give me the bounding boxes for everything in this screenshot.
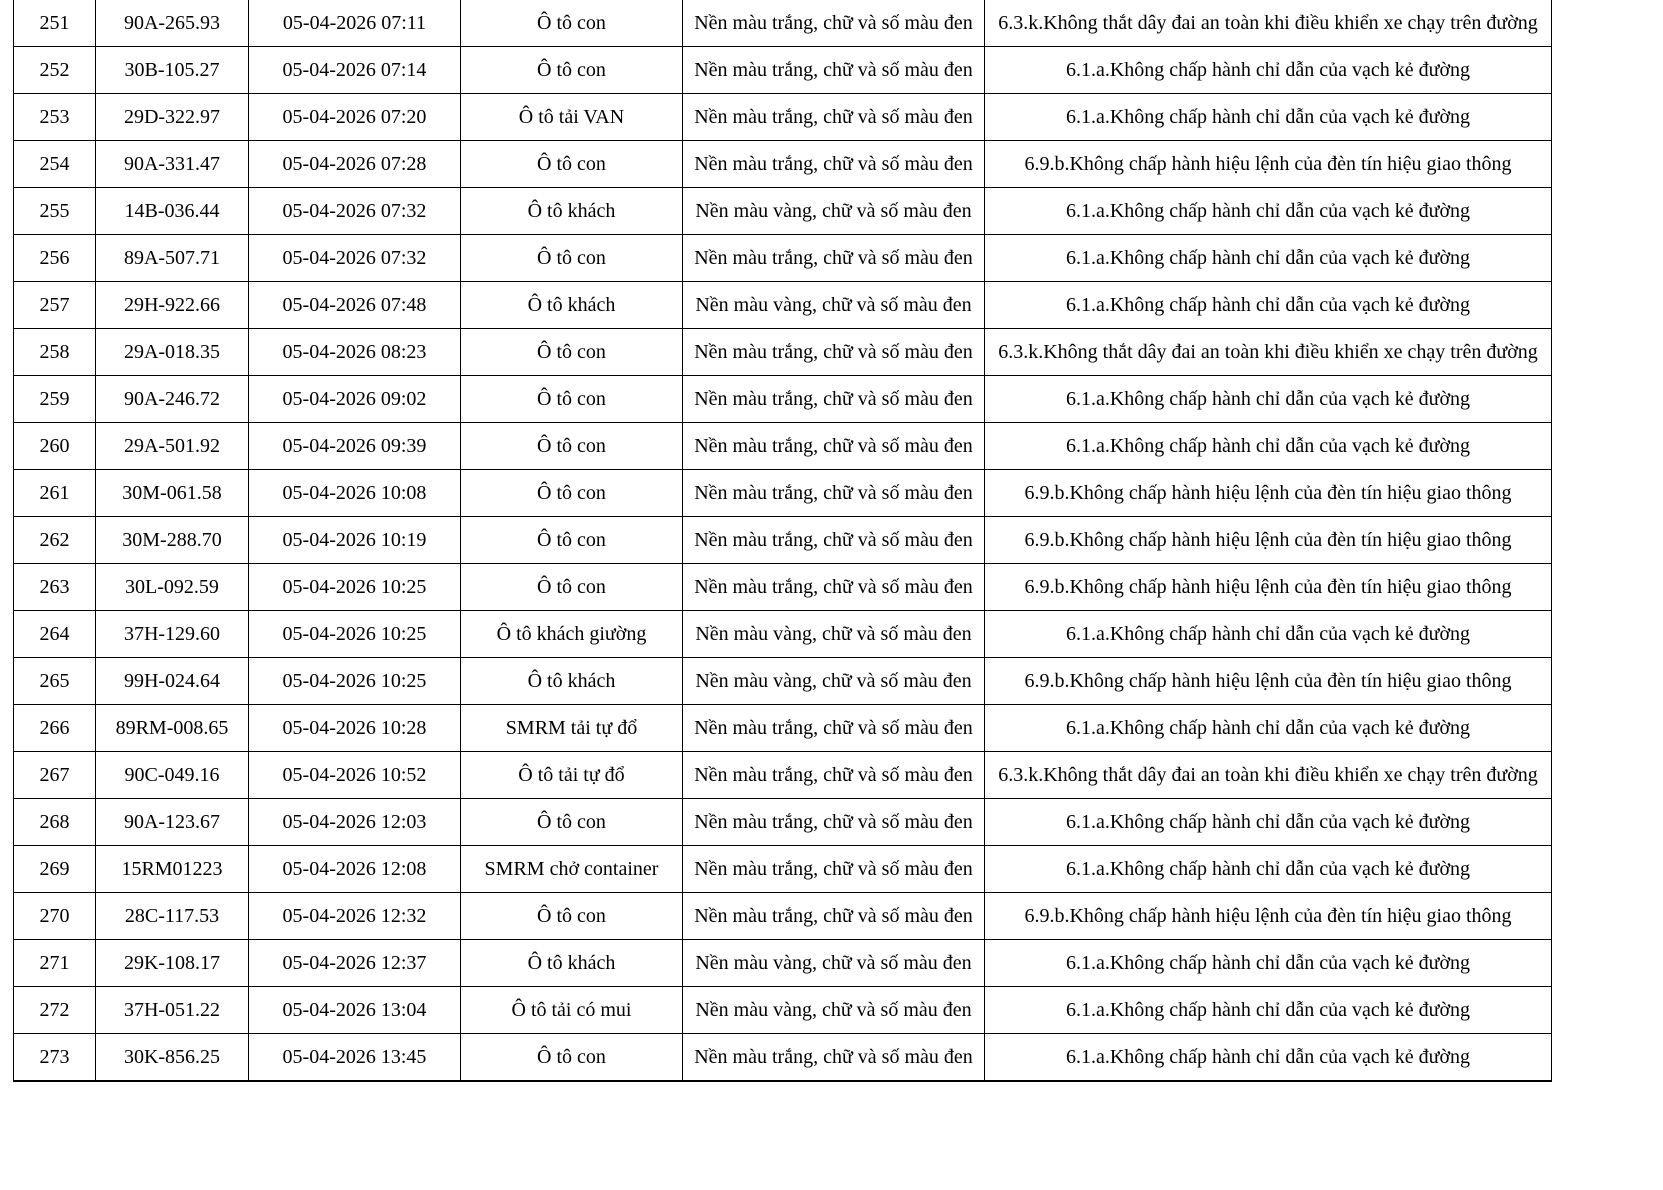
- license-plate-cell: 30L-092.59: [96, 564, 249, 611]
- vehicle-type-cell: Ô tô con: [461, 235, 683, 282]
- vehicle-type-cell: Ô tô tải có mui: [461, 987, 683, 1034]
- vehicle-type-cell: Ô tô con: [461, 893, 683, 940]
- violation-description-cell: 6.1.a.Không chấp hành chỉ dẫn của vạch kẻ đường: [985, 188, 1552, 235]
- row-number-cell: 263: [14, 564, 96, 611]
- vehicle-type-cell: Ô tô con: [461, 423, 683, 470]
- table-row: [14, 94, 1552, 141]
- violation-time-cell: 05-04-2026 07:11: [249, 0, 461, 47]
- vehicle-type-cell: Ô tô con: [461, 564, 683, 611]
- table-row: [14, 329, 1552, 376]
- violation-description-cell: 6.1.a.Không chấp hành chỉ dẫn của vạch kẻ đường: [985, 94, 1552, 141]
- violation-time-cell: 05-04-2026 10:08: [249, 470, 461, 517]
- violation-description-cell: 6.9.b.Không chấp hành hiệu lệnh của đèn tín hiệu giao thông: [985, 141, 1552, 188]
- vehicle-type-cell: Ô tô con: [461, 799, 683, 846]
- row-number-cell: 255: [14, 188, 96, 235]
- violation-description-cell: 6.1.a.Không chấp hành chỉ dẫn của vạch kẻ đường: [985, 282, 1552, 329]
- violation-description-cell: 6.1.a.Không chấp hành chỉ dẫn của vạch kẻ đường: [985, 611, 1552, 658]
- violation-description-cell: 6.1.a.Không chấp hành chỉ dẫn của vạch kẻ đường: [985, 987, 1552, 1034]
- plate-color-cell: Nền màu trắng, chữ và số màu đen: [683, 564, 985, 611]
- license-plate-cell: 29D-322.97: [96, 94, 249, 141]
- violation-description-cell: 6.3.k.Không thắt dây đai an toàn khi điều khiển xe chạy trên đường: [985, 329, 1552, 376]
- violation-time-cell: 05-04-2026 10:28: [249, 705, 461, 752]
- table-row: [14, 141, 1552, 188]
- table-row: [14, 987, 1552, 1034]
- license-plate-cell: 89A-507.71: [96, 235, 249, 282]
- table-row: [14, 376, 1552, 423]
- row-number-cell: 272: [14, 987, 96, 1034]
- table-row: [14, 1034, 1552, 1082]
- vehicle-type-cell: Ô tô con: [461, 329, 683, 376]
- table-row: [14, 47, 1552, 94]
- vehicle-type-cell: Ô tô khách: [461, 188, 683, 235]
- violation-description-cell: 6.1.a.Không chấp hành chỉ dẫn của vạch kẻ đường: [985, 799, 1552, 846]
- license-plate-cell: 90A-246.72: [96, 376, 249, 423]
- table-row: [14, 752, 1552, 799]
- table-row: [14, 423, 1552, 470]
- table-row: [14, 0, 1552, 47]
- violation-time-cell: 05-04-2026 09:02: [249, 376, 461, 423]
- row-number-cell: 271: [14, 940, 96, 987]
- row-number-cell: 270: [14, 893, 96, 940]
- table-row: [14, 658, 1552, 705]
- row-number-cell: 258: [14, 329, 96, 376]
- violation-time-cell: 05-04-2026 07:48: [249, 282, 461, 329]
- violation-time-cell: 05-04-2026 13:45: [249, 1034, 461, 1082]
- table-row: [14, 517, 1552, 564]
- violation-description-cell: 6.3.k.Không thắt dây đai an toàn khi điều khiển xe chạy trên đường: [985, 752, 1552, 799]
- license-plate-cell: 90A-331.47: [96, 141, 249, 188]
- violation-description-cell: 6.1.a.Không chấp hành chỉ dẫn của vạch kẻ đường: [985, 846, 1552, 893]
- vehicle-type-cell: Ô tô con: [461, 141, 683, 188]
- violation-time-cell: 05-04-2026 10:52: [249, 752, 461, 799]
- license-plate-cell: 37H-129.60: [96, 611, 249, 658]
- plate-color-cell: Nền màu trắng, chữ và số màu đen: [683, 0, 985, 47]
- plate-color-cell: Nền màu trắng, chữ và số màu đen: [683, 752, 985, 799]
- violation-time-cell: 05-04-2026 09:39: [249, 423, 461, 470]
- table-row: [14, 940, 1552, 987]
- violation-description-cell: 6.9.b.Không chấp hành hiệu lệnh của đèn tín hiệu giao thông: [985, 470, 1552, 517]
- plate-color-cell: Nền màu trắng, chữ và số màu đen: [683, 47, 985, 94]
- license-plate-cell: 29K-108.17: [96, 940, 249, 987]
- plate-color-cell: Nền màu vàng, chữ và số màu đen: [683, 188, 985, 235]
- plate-color-cell: Nền màu trắng, chữ và số màu đen: [683, 141, 985, 188]
- row-number-cell: 266: [14, 705, 96, 752]
- table-row: [14, 611, 1552, 658]
- vehicle-type-cell: Ô tô con: [461, 517, 683, 564]
- plate-color-cell: Nền màu vàng, chữ và số màu đen: [683, 611, 985, 658]
- vehicle-type-cell: Ô tô tải tự đổ: [461, 752, 683, 799]
- plate-color-cell: Nền màu trắng, chữ và số màu đen: [683, 1034, 985, 1082]
- table-body: [14, 0, 1552, 1081]
- violation-description-cell: 6.9.b.Không chấp hành hiệu lệnh của đèn tín hiệu giao thông: [985, 658, 1552, 705]
- plate-color-cell: Nền màu trắng, chữ và số màu đen: [683, 705, 985, 752]
- vehicle-type-cell: Ô tô tải VAN: [461, 94, 683, 141]
- violation-description-cell: 6.1.a.Không chấp hành chỉ dẫn của vạch kẻ đường: [985, 705, 1552, 752]
- violation-description-cell: 6.1.a.Không chấp hành chỉ dẫn của vạch kẻ đường: [985, 423, 1552, 470]
- license-plate-cell: 37H-051.22: [96, 987, 249, 1034]
- license-plate-cell: 30M-288.70: [96, 517, 249, 564]
- violation-time-cell: 05-04-2026 07:14: [249, 47, 461, 94]
- vehicle-type-cell: Ô tô khách: [461, 282, 683, 329]
- vehicle-type-cell: Ô tô con: [461, 376, 683, 423]
- row-number-cell: 268: [14, 799, 96, 846]
- row-number-cell: 257: [14, 282, 96, 329]
- violation-time-cell: 05-04-2026 12:08: [249, 846, 461, 893]
- vehicle-type-cell: Ô tô con: [461, 47, 683, 94]
- violation-description-cell: 6.9.b.Không chấp hành hiệu lệnh của đèn tín hiệu giao thông: [985, 564, 1552, 611]
- plate-color-cell: Nền màu trắng, chữ và số màu đen: [683, 329, 985, 376]
- table-row: [14, 705, 1552, 752]
- row-number-cell: 262: [14, 517, 96, 564]
- vehicle-type-cell: Ô tô con: [461, 470, 683, 517]
- violation-time-cell: 05-04-2026 10:25: [249, 611, 461, 658]
- violation-time-cell: 05-04-2026 07:20: [249, 94, 461, 141]
- license-plate-cell: 90A-265.93: [96, 0, 249, 47]
- vehicle-type-cell: Ô tô khách giường: [461, 611, 683, 658]
- license-plate-cell: 30B-105.27: [96, 47, 249, 94]
- plate-color-cell: Nền màu trắng, chữ và số màu đen: [683, 799, 985, 846]
- violation-time-cell: 05-04-2026 12:32: [249, 893, 461, 940]
- vehicle-type-cell: SMRM tải tự đổ: [461, 705, 683, 752]
- row-number-cell: 259: [14, 376, 96, 423]
- row-number-cell: 260: [14, 423, 96, 470]
- plate-color-cell: Nền màu trắng, chữ và số màu đen: [683, 470, 985, 517]
- violation-description-cell: 6.9.b.Không chấp hành hiệu lệnh của đèn tín hiệu giao thông: [985, 517, 1552, 564]
- violation-description-cell: 6.1.a.Không chấp hành chỉ dẫn của vạch kẻ đường: [985, 1034, 1552, 1082]
- license-plate-cell: 14B-036.44: [96, 188, 249, 235]
- plate-color-cell: Nền màu trắng, chữ và số màu đen: [683, 893, 985, 940]
- row-number-cell: 252: [14, 47, 96, 94]
- row-number-cell: 256: [14, 235, 96, 282]
- plate-color-cell: Nền màu vàng, chữ và số màu đen: [683, 658, 985, 705]
- vehicle-type-cell: Ô tô con: [461, 1034, 683, 1082]
- row-number-cell: 261: [14, 470, 96, 517]
- row-number-cell: 269: [14, 846, 96, 893]
- plate-color-cell: Nền màu trắng, chữ và số màu đen: [683, 423, 985, 470]
- license-plate-cell: 90C-049.16: [96, 752, 249, 799]
- row-number-cell: 251: [14, 0, 96, 47]
- table-row: [14, 799, 1552, 846]
- row-number-cell: 264: [14, 611, 96, 658]
- table-row: [14, 846, 1552, 893]
- violation-time-cell: 05-04-2026 10:25: [249, 658, 461, 705]
- row-number-cell: 254: [14, 141, 96, 188]
- violation-time-cell: 05-04-2026 08:23: [249, 329, 461, 376]
- violation-time-cell: 05-04-2026 10:19: [249, 517, 461, 564]
- plate-color-cell: Nền màu trắng, chữ và số màu đen: [683, 235, 985, 282]
- row-number-cell: 273: [14, 1034, 96, 1082]
- row-number-cell: 253: [14, 94, 96, 141]
- license-plate-cell: 30K-856.25: [96, 1034, 249, 1082]
- plate-color-cell: Nền màu vàng, chữ và số màu đen: [683, 282, 985, 329]
- violation-time-cell: 05-04-2026 10:25: [249, 564, 461, 611]
- license-plate-cell: 90A-123.67: [96, 799, 249, 846]
- row-number-cell: 265: [14, 658, 96, 705]
- license-plate-cell: 28C-117.53: [96, 893, 249, 940]
- violation-time-cell: 05-04-2026 12:37: [249, 940, 461, 987]
- table-row: [14, 470, 1552, 517]
- vehicle-type-cell: Ô tô khách: [461, 940, 683, 987]
- plate-color-cell: Nền màu vàng, chữ và số màu đen: [683, 940, 985, 987]
- plate-color-cell: Nền màu trắng, chữ và số màu đen: [683, 376, 985, 423]
- license-plate-cell: 29H-922.66: [96, 282, 249, 329]
- vehicle-type-cell: Ô tô con: [461, 0, 683, 47]
- violation-time-cell: 05-04-2026 12:03: [249, 799, 461, 846]
- violation-description-cell: 6.3.k.Không thắt dây đai an toàn khi điều khiển xe chạy trên đường: [985, 0, 1552, 47]
- violation-time-cell: 05-04-2026 13:04: [249, 987, 461, 1034]
- row-number-cell: 267: [14, 752, 96, 799]
- plate-color-cell: Nền màu trắng, chữ và số màu đen: [683, 846, 985, 893]
- license-plate-cell: 29A-501.92: [96, 423, 249, 470]
- plate-color-cell: Nền màu vàng, chữ và số màu đen: [683, 987, 985, 1034]
- violation-description-cell: 6.1.a.Không chấp hành chỉ dẫn của vạch kẻ đường: [985, 235, 1552, 282]
- table-row: [14, 564, 1552, 611]
- table-row: [14, 235, 1552, 282]
- violation-description-cell: 6.1.a.Không chấp hành chỉ dẫn của vạch kẻ đường: [985, 47, 1552, 94]
- license-plate-cell: 15RM01223: [96, 846, 249, 893]
- table-row: [14, 893, 1552, 940]
- violation-time-cell: 05-04-2026 07:32: [249, 235, 461, 282]
- plate-color-cell: Nền màu trắng, chữ và số màu đen: [683, 94, 985, 141]
- table-row: [14, 282, 1552, 329]
- vehicle-type-cell: SMRM chở container: [461, 846, 683, 893]
- license-plate-cell: 99H-024.64: [96, 658, 249, 705]
- violation-time-cell: 05-04-2026 07:28: [249, 141, 461, 188]
- table-row: [14, 188, 1552, 235]
- violation-description-cell: 6.9.b.Không chấp hành hiệu lệnh của đèn tín hiệu giao thông: [985, 893, 1552, 940]
- violation-time-cell: 05-04-2026 07:32: [249, 188, 461, 235]
- violation-description-cell: 6.1.a.Không chấp hành chỉ dẫn của vạch kẻ đường: [985, 376, 1552, 423]
- license-plate-cell: 29A-018.35: [96, 329, 249, 376]
- violations-table: [13, 0, 1552, 1082]
- license-plate-cell: 89RM-008.65: [96, 705, 249, 752]
- plate-color-cell: Nền màu trắng, chữ và số màu đen: [683, 517, 985, 564]
- vehicle-type-cell: Ô tô khách: [461, 658, 683, 705]
- violation-description-cell: 6.1.a.Không chấp hành chỉ dẫn của vạch kẻ đường: [985, 940, 1552, 987]
- license-plate-cell: 30M-061.58: [96, 470, 249, 517]
